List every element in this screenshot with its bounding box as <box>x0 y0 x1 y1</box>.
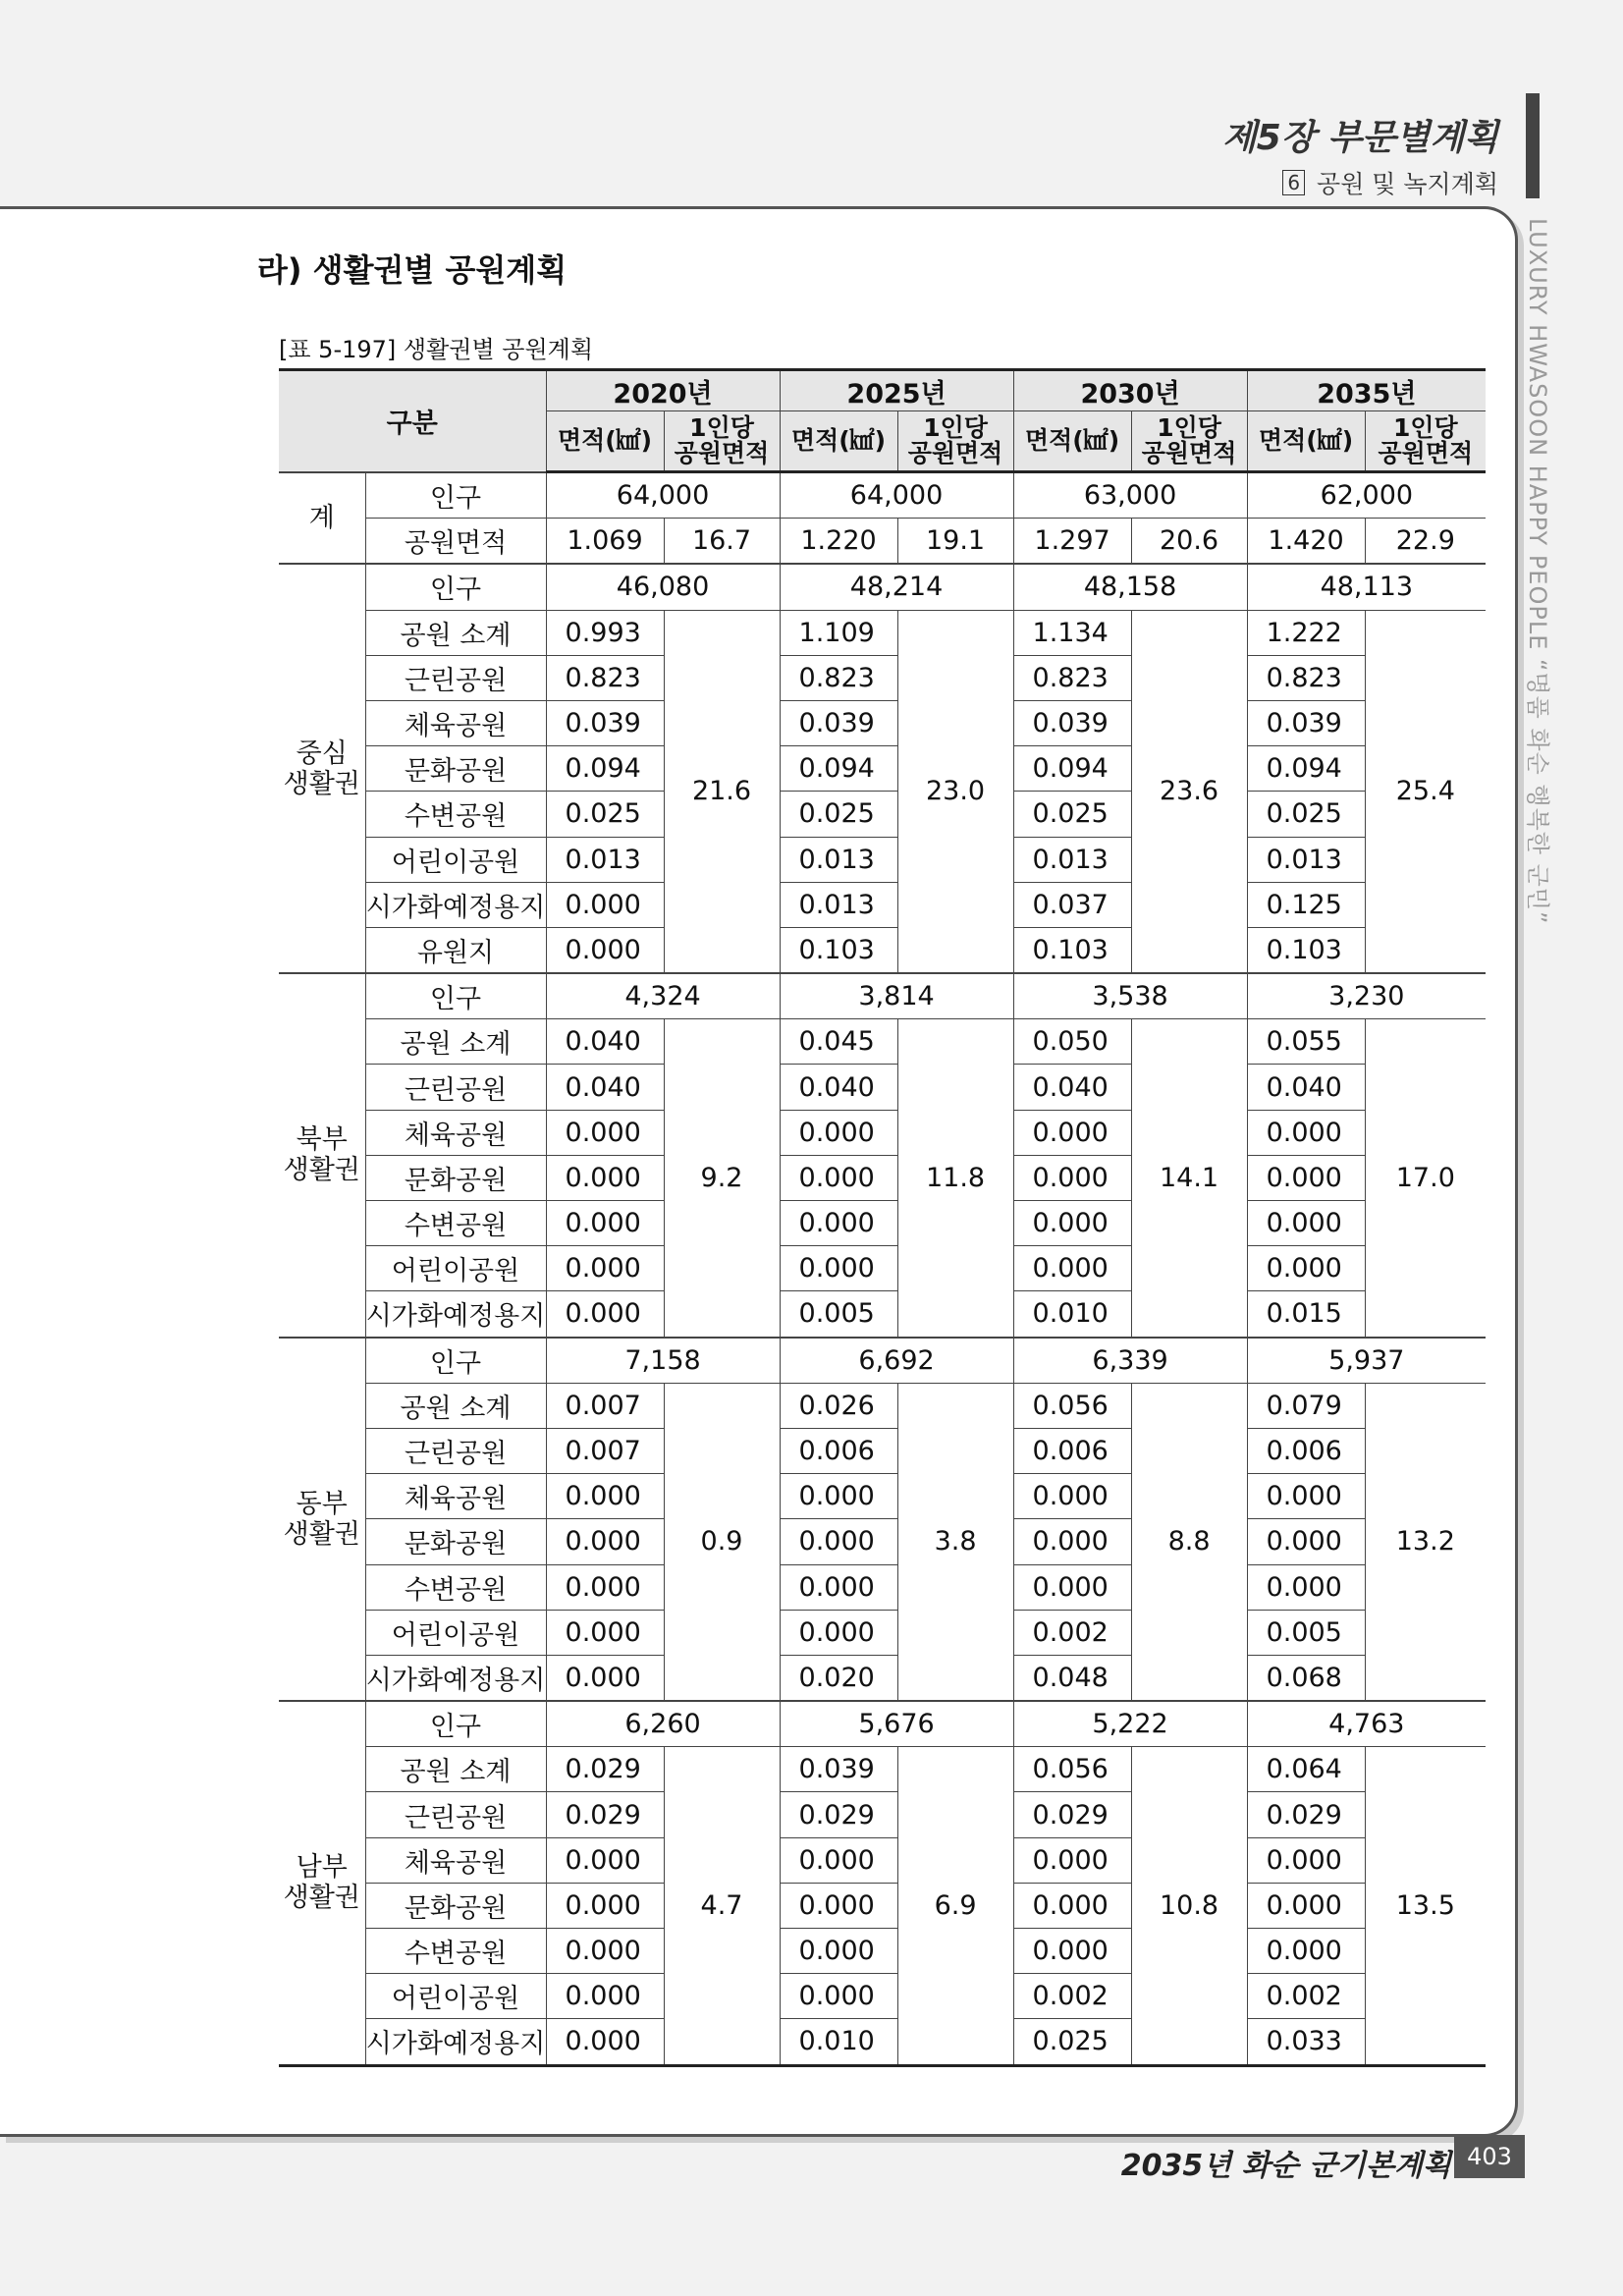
area-cell: 0.823 <box>1247 655 1365 700</box>
row-label: 어린이공원 <box>365 837 546 882</box>
header-year: 2035년 <box>1247 370 1486 411</box>
area-cell: 0.025 <box>1013 792 1131 837</box>
area-cell: 0.040 <box>546 1019 664 1065</box>
table-row <box>279 973 1486 1019</box>
row-label: 유원지 <box>365 927 546 973</box>
area-cell: 0.000 <box>1247 1110 1365 1155</box>
area-cell: 0.029 <box>546 1747 664 1792</box>
area-cell: 0.000 <box>780 1474 897 1519</box>
row-label: 문화공원 <box>365 1155 546 1200</box>
row-label: 시가화예정용지 <box>365 1655 546 1701</box>
area-cell: 0.000 <box>780 1201 897 1246</box>
population-cell: 64,000 <box>546 472 780 519</box>
table-row <box>279 1610 1486 1655</box>
table-row <box>279 1883 1486 1928</box>
area-cell: 0.000 <box>1247 1837 1365 1883</box>
population-cell: 63,000 <box>1013 472 1247 519</box>
table-row <box>279 1065 1486 1110</box>
side-slogan-text: LUXURY HWASOON HAPPY PEOPLE “명품 화순 행복한 군민” <box>1524 218 1551 925</box>
area-cell: 0.029 <box>780 1792 897 1837</box>
row-label: 수변공원 <box>365 1201 546 1246</box>
region-group <box>279 973 1486 1338</box>
area-cell: 1.109 <box>780 610 897 655</box>
population-cell: 48,158 <box>1013 564 1247 610</box>
area-cell: 0.039 <box>780 700 897 745</box>
per-capita-cell: 21.6 <box>664 610 780 973</box>
row-label: 어린이공원 <box>365 1974 546 2019</box>
area-cell: 0.000 <box>1247 1564 1365 1610</box>
area-cell: 0.029 <box>1247 1792 1365 1837</box>
area-cell: 0.013 <box>780 882 897 927</box>
area-cell: 0.000 <box>780 1929 897 1974</box>
area-cell: 0.006 <box>1247 1428 1365 1473</box>
area-cell: 0.029 <box>546 1792 664 1837</box>
area-cell: 0.000 <box>1247 1474 1365 1519</box>
population-cell: 6,692 <box>780 1338 1013 1384</box>
area-cell: 0.013 <box>1247 837 1365 882</box>
row-label: 수변공원 <box>365 792 546 837</box>
side-slogan <box>1522 218 1561 1063</box>
row-label: 시가화예정용지 <box>365 882 546 927</box>
area-cell: 0.000 <box>1247 1929 1365 1974</box>
area-cell: 0.000 <box>780 1610 897 1655</box>
table-row <box>279 746 1486 792</box>
header-area: 면적(㎢) <box>1013 411 1131 472</box>
area-cell: 0.000 <box>780 1155 897 1200</box>
area-cell: 0.039 <box>1013 700 1131 745</box>
area-cell: 0.015 <box>1247 1291 1365 1338</box>
page-heading: 라) 생활권별 공원계획 <box>257 251 568 289</box>
area-cell: 0.013 <box>1013 837 1131 882</box>
area-cell: 0.103 <box>1013 927 1131 973</box>
population-cell: 6,339 <box>1013 1338 1247 1384</box>
table-row <box>279 1701 1486 1747</box>
population-cell: 7,158 <box>546 1338 780 1384</box>
section-number: 6 <box>1282 170 1305 195</box>
table-row <box>279 1338 1486 1384</box>
area-cell: 0.050 <box>1013 1019 1131 1065</box>
row-label: 수변공원 <box>365 1564 546 1610</box>
header-per-capita: 1인당 공원면적 <box>1365 411 1486 472</box>
page-number: 403 <box>1454 2135 1525 2178</box>
area-cell: 0.000 <box>546 1974 664 2019</box>
row-label: 공원 소계 <box>365 1019 546 1065</box>
table-caption: [표 5-197] 생활권별 공원계획 <box>279 336 594 363</box>
region-group <box>279 1701 1486 2065</box>
group-label: 계 <box>279 472 365 565</box>
area-cell: 0.002 <box>1013 1974 1131 2019</box>
chapter-marker-bar <box>1526 93 1540 198</box>
area-cell: 0.000 <box>546 1474 664 1519</box>
table-row <box>279 882 1486 927</box>
per-capita-cell: 17.0 <box>1365 1019 1486 1338</box>
table-row <box>279 1564 1486 1610</box>
row-label: 인구 <box>365 973 546 1019</box>
row-label: 공원 소계 <box>365 1383 546 1428</box>
section-title <box>1282 165 1498 200</box>
area-cell: 0.039 <box>1247 700 1365 745</box>
area-cell: 0.006 <box>1013 1428 1131 1473</box>
per-capita-cell: 11.8 <box>897 1019 1013 1338</box>
area-cell: 1.222 <box>1247 610 1365 655</box>
table-row <box>279 655 1486 700</box>
area-cell: 0.010 <box>780 2019 897 2065</box>
area-cell: 0.000 <box>546 1291 664 1338</box>
area-cell: 0.045 <box>780 1019 897 1065</box>
row-label: 체육공원 <box>365 1474 546 1519</box>
area-cell: 0.000 <box>546 1519 664 1564</box>
header-per-capita: 1인당 공원면적 <box>664 411 780 472</box>
area-cell: 0.000 <box>546 1883 664 1928</box>
area-cell: 1.069 <box>546 519 664 565</box>
area-cell: 0.000 <box>546 1246 664 1291</box>
total-group <box>279 472 1486 565</box>
table-row <box>279 1291 1486 1338</box>
area-cell: 0.000 <box>546 1655 664 1701</box>
area-cell: 0.000 <box>780 1246 897 1291</box>
footer-title: 2035년 화순 군기본계획 <box>1120 2149 1451 2183</box>
region-label: 중심 생활권 <box>279 564 365 973</box>
row-label: 인구 <box>365 472 546 519</box>
area-cell: 0.000 <box>1013 1883 1131 1928</box>
area-cell: 0.048 <box>1013 1655 1131 1701</box>
header-year: 2020년 <box>546 370 780 411</box>
row-label: 체육공원 <box>365 700 546 745</box>
area-cell: 0.000 <box>1013 1929 1131 1974</box>
area-cell: 0.000 <box>780 1974 897 2019</box>
area-cell: 0.000 <box>546 927 664 973</box>
per-capita-cell: 23.0 <box>897 610 1013 973</box>
header-area: 면적(㎢) <box>780 411 897 472</box>
area-cell: 0.020 <box>780 1655 897 1701</box>
row-label: 체육공원 <box>365 1110 546 1155</box>
row-label: 어린이공원 <box>365 1246 546 1291</box>
area-cell: 0.000 <box>1013 1246 1131 1291</box>
table-row <box>279 1929 1486 1974</box>
area-cell: 0.000 <box>1013 1564 1131 1610</box>
table-row <box>279 1019 1486 1065</box>
table-row <box>279 1655 1486 1701</box>
table-row <box>279 700 1486 745</box>
table-header <box>279 370 1486 472</box>
header-per-capita: 1인당 공원면적 <box>897 411 1013 472</box>
header-year: 2030년 <box>1013 370 1247 411</box>
table-row <box>279 792 1486 837</box>
table-row <box>279 927 1486 973</box>
area-cell: 0.000 <box>546 1201 664 1246</box>
area-cell: 0.000 <box>1247 1519 1365 1564</box>
area-cell: 0.040 <box>546 1065 664 1110</box>
area-cell: 0.000 <box>1247 1883 1365 1928</box>
area-cell: 0.064 <box>1247 1747 1365 1792</box>
area-cell: 0.000 <box>1247 1201 1365 1246</box>
area-cell: 0.006 <box>780 1428 897 1473</box>
area-cell: 0.007 <box>546 1383 664 1428</box>
population-cell: 3,814 <box>780 973 1013 1019</box>
area-cell: 0.823 <box>780 655 897 700</box>
area-cell: 0.094 <box>780 746 897 792</box>
population-cell: 6,260 <box>546 1701 780 1747</box>
row-label: 어린이공원 <box>365 1610 546 1655</box>
population-cell: 4,763 <box>1247 1701 1486 1747</box>
per-capita-cell: 14.1 <box>1131 1019 1247 1338</box>
table-row <box>279 1519 1486 1564</box>
area-cell: 0.025 <box>780 792 897 837</box>
area-cell: 0.005 <box>1247 1610 1365 1655</box>
area-cell: 0.026 <box>780 1383 897 1428</box>
region-group <box>279 1338 1486 1702</box>
chapter-title: 제5장 부문별계획 <box>1221 118 1498 158</box>
row-label: 시가화예정용지 <box>365 1291 546 1338</box>
area-cell: 0.040 <box>780 1065 897 1110</box>
area-cell: 0.002 <box>1013 1610 1131 1655</box>
area-cell: 1.134 <box>1013 610 1131 655</box>
area-cell: 0.125 <box>1247 882 1365 927</box>
area-cell: 0.000 <box>1013 1519 1131 1564</box>
per-capita-cell: 19.1 <box>897 519 1013 565</box>
area-cell: 0.000 <box>546 1837 664 1883</box>
area-cell: 0.000 <box>546 882 664 927</box>
area-cell: 0.025 <box>546 792 664 837</box>
area-cell: 0.000 <box>780 1883 897 1928</box>
area-cell: 0.039 <box>780 1747 897 1792</box>
row-label: 근린공원 <box>365 1428 546 1473</box>
area-cell: 0.103 <box>1247 927 1365 973</box>
header-year: 2025년 <box>780 370 1013 411</box>
row-label: 문화공원 <box>365 1519 546 1564</box>
area-cell: 0.068 <box>1247 1655 1365 1701</box>
per-capita-cell: 8.8 <box>1131 1383 1247 1701</box>
area-cell: 0.000 <box>546 1610 664 1655</box>
area-cell: 0.037 <box>1013 882 1131 927</box>
per-capita-cell: 4.7 <box>664 1747 780 2065</box>
population-cell: 46,080 <box>546 564 780 610</box>
population-cell: 48,113 <box>1247 564 1486 610</box>
row-label: 공원 소계 <box>365 610 546 655</box>
area-cell: 0.103 <box>780 927 897 973</box>
table-row <box>279 1383 1486 1428</box>
area-cell: 0.000 <box>546 1564 664 1610</box>
area-cell: 0.094 <box>1247 746 1365 792</box>
park-plan-table <box>279 368 1486 2067</box>
table-row <box>279 1201 1486 1246</box>
area-cell: 0.000 <box>780 1519 897 1564</box>
area-cell: 0.000 <box>546 1155 664 1200</box>
area-cell: 0.005 <box>780 1291 897 1338</box>
area-cell: 0.000 <box>1247 1246 1365 1291</box>
area-cell: 0.056 <box>1013 1747 1131 1792</box>
table-row <box>279 1474 1486 1519</box>
header-area: 면적(㎢) <box>546 411 664 472</box>
table-row <box>279 1155 1486 1200</box>
table-row <box>279 837 1486 882</box>
area-cell: 0.040 <box>1013 1065 1131 1110</box>
population-cell: 3,538 <box>1013 973 1247 1019</box>
row-label: 수변공원 <box>365 1929 546 1974</box>
area-cell: 0.010 <box>1013 1291 1131 1338</box>
row-label: 근린공원 <box>365 1065 546 1110</box>
area-cell: 0.033 <box>1247 2019 1365 2065</box>
area-cell: 0.000 <box>1013 1155 1131 1200</box>
table-row <box>279 519 1486 565</box>
area-cell: 0.079 <box>1247 1383 1365 1428</box>
row-label: 공원 소계 <box>365 1747 546 1792</box>
area-cell: 0.002 <box>1247 1974 1365 2019</box>
population-cell: 64,000 <box>780 472 1013 519</box>
population-cell: 3,230 <box>1247 973 1486 1019</box>
row-label: 근린공원 <box>365 1792 546 1837</box>
area-cell: 0.000 <box>1013 1110 1131 1155</box>
area-cell: 0.094 <box>1013 746 1131 792</box>
area-cell: 0.055 <box>1247 1019 1365 1065</box>
per-capita-cell: 25.4 <box>1365 610 1486 973</box>
area-cell: 0.993 <box>546 610 664 655</box>
area-cell: 0.000 <box>1247 1155 1365 1200</box>
population-cell: 5,676 <box>780 1701 1013 1747</box>
row-label: 인구 <box>365 1701 546 1747</box>
area-cell: 0.039 <box>546 700 664 745</box>
area-cell: 0.013 <box>780 837 897 882</box>
area-cell: 0.000 <box>1013 1201 1131 1246</box>
region-label: 남부 생활권 <box>279 1701 365 2065</box>
area-cell: 0.000 <box>780 1110 897 1155</box>
area-cell: 1.220 <box>780 519 897 565</box>
table-row <box>279 564 1486 610</box>
region-group <box>279 564 1486 973</box>
table-row <box>279 1837 1486 1883</box>
per-capita-cell: 13.5 <box>1365 1747 1486 2065</box>
row-label: 근린공원 <box>365 655 546 700</box>
table-row <box>279 472 1486 519</box>
area-cell: 0.000 <box>1013 1837 1131 1883</box>
per-capita-cell: 9.2 <box>664 1019 780 1338</box>
area-cell: 0.000 <box>546 2019 664 2065</box>
per-capita-cell: 23.6 <box>1131 610 1247 973</box>
table-row <box>279 2019 1486 2065</box>
population-cell: 4,324 <box>546 973 780 1019</box>
per-capita-cell: 22.9 <box>1365 519 1486 565</box>
area-cell: 0.823 <box>1013 655 1131 700</box>
area-cell: 0.000 <box>546 1929 664 1974</box>
region-label: 북부 생활권 <box>279 973 365 1338</box>
row-label: 문화공원 <box>365 746 546 792</box>
per-capita-cell: 0.9 <box>664 1383 780 1701</box>
row-label: 인구 <box>365 1338 546 1384</box>
area-cell: 0.823 <box>546 655 664 700</box>
table-row <box>279 610 1486 655</box>
per-capita-cell: 6.9 <box>897 1747 1013 2065</box>
area-cell: 1.297 <box>1013 519 1131 565</box>
area-cell: 0.013 <box>546 837 664 882</box>
per-capita-cell: 3.8 <box>897 1383 1013 1701</box>
row-label: 공원면적 <box>365 519 546 565</box>
area-cell: 0.000 <box>780 1564 897 1610</box>
table-row <box>279 1110 1486 1155</box>
table-row <box>279 1747 1486 1792</box>
population-cell: 48,214 <box>780 564 1013 610</box>
row-label: 문화공원 <box>365 1883 546 1928</box>
area-cell: 0.029 <box>1013 1792 1131 1837</box>
population-cell: 5,937 <box>1247 1338 1486 1384</box>
area-cell: 0.007 <box>546 1428 664 1473</box>
area-cell: 0.040 <box>1247 1065 1365 1110</box>
area-cell: 0.056 <box>1013 1383 1131 1428</box>
table-row <box>279 1974 1486 2019</box>
header-category: 구분 <box>279 370 546 472</box>
area-cell: 0.000 <box>780 1837 897 1883</box>
row-label: 체육공원 <box>365 1837 546 1883</box>
area-cell: 1.420 <box>1247 519 1365 565</box>
header-per-capita: 1인당 공원면적 <box>1131 411 1247 472</box>
area-cell: 0.025 <box>1013 2019 1131 2065</box>
section-label: 공원 및 녹지계획 <box>1317 170 1498 198</box>
header-area: 면적(㎢) <box>1247 411 1365 472</box>
table-row <box>279 1428 1486 1473</box>
table-row <box>279 1246 1486 1291</box>
per-capita-cell: 20.6 <box>1131 519 1247 565</box>
row-label: 시가화예정용지 <box>365 2019 546 2065</box>
population-cell: 62,000 <box>1247 472 1486 519</box>
per-capita-cell: 16.7 <box>664 519 780 565</box>
area-cell: 0.000 <box>546 1110 664 1155</box>
per-capita-cell: 13.2 <box>1365 1383 1486 1701</box>
region-label: 동부 생활권 <box>279 1338 365 1702</box>
area-cell: 0.094 <box>546 746 664 792</box>
per-capita-cell: 10.8 <box>1131 1747 1247 2065</box>
population-cell: 5,222 <box>1013 1701 1247 1747</box>
table-row <box>279 1792 1486 1837</box>
area-cell: 0.025 <box>1247 792 1365 837</box>
row-label: 인구 <box>365 564 546 610</box>
area-cell: 0.000 <box>1013 1474 1131 1519</box>
